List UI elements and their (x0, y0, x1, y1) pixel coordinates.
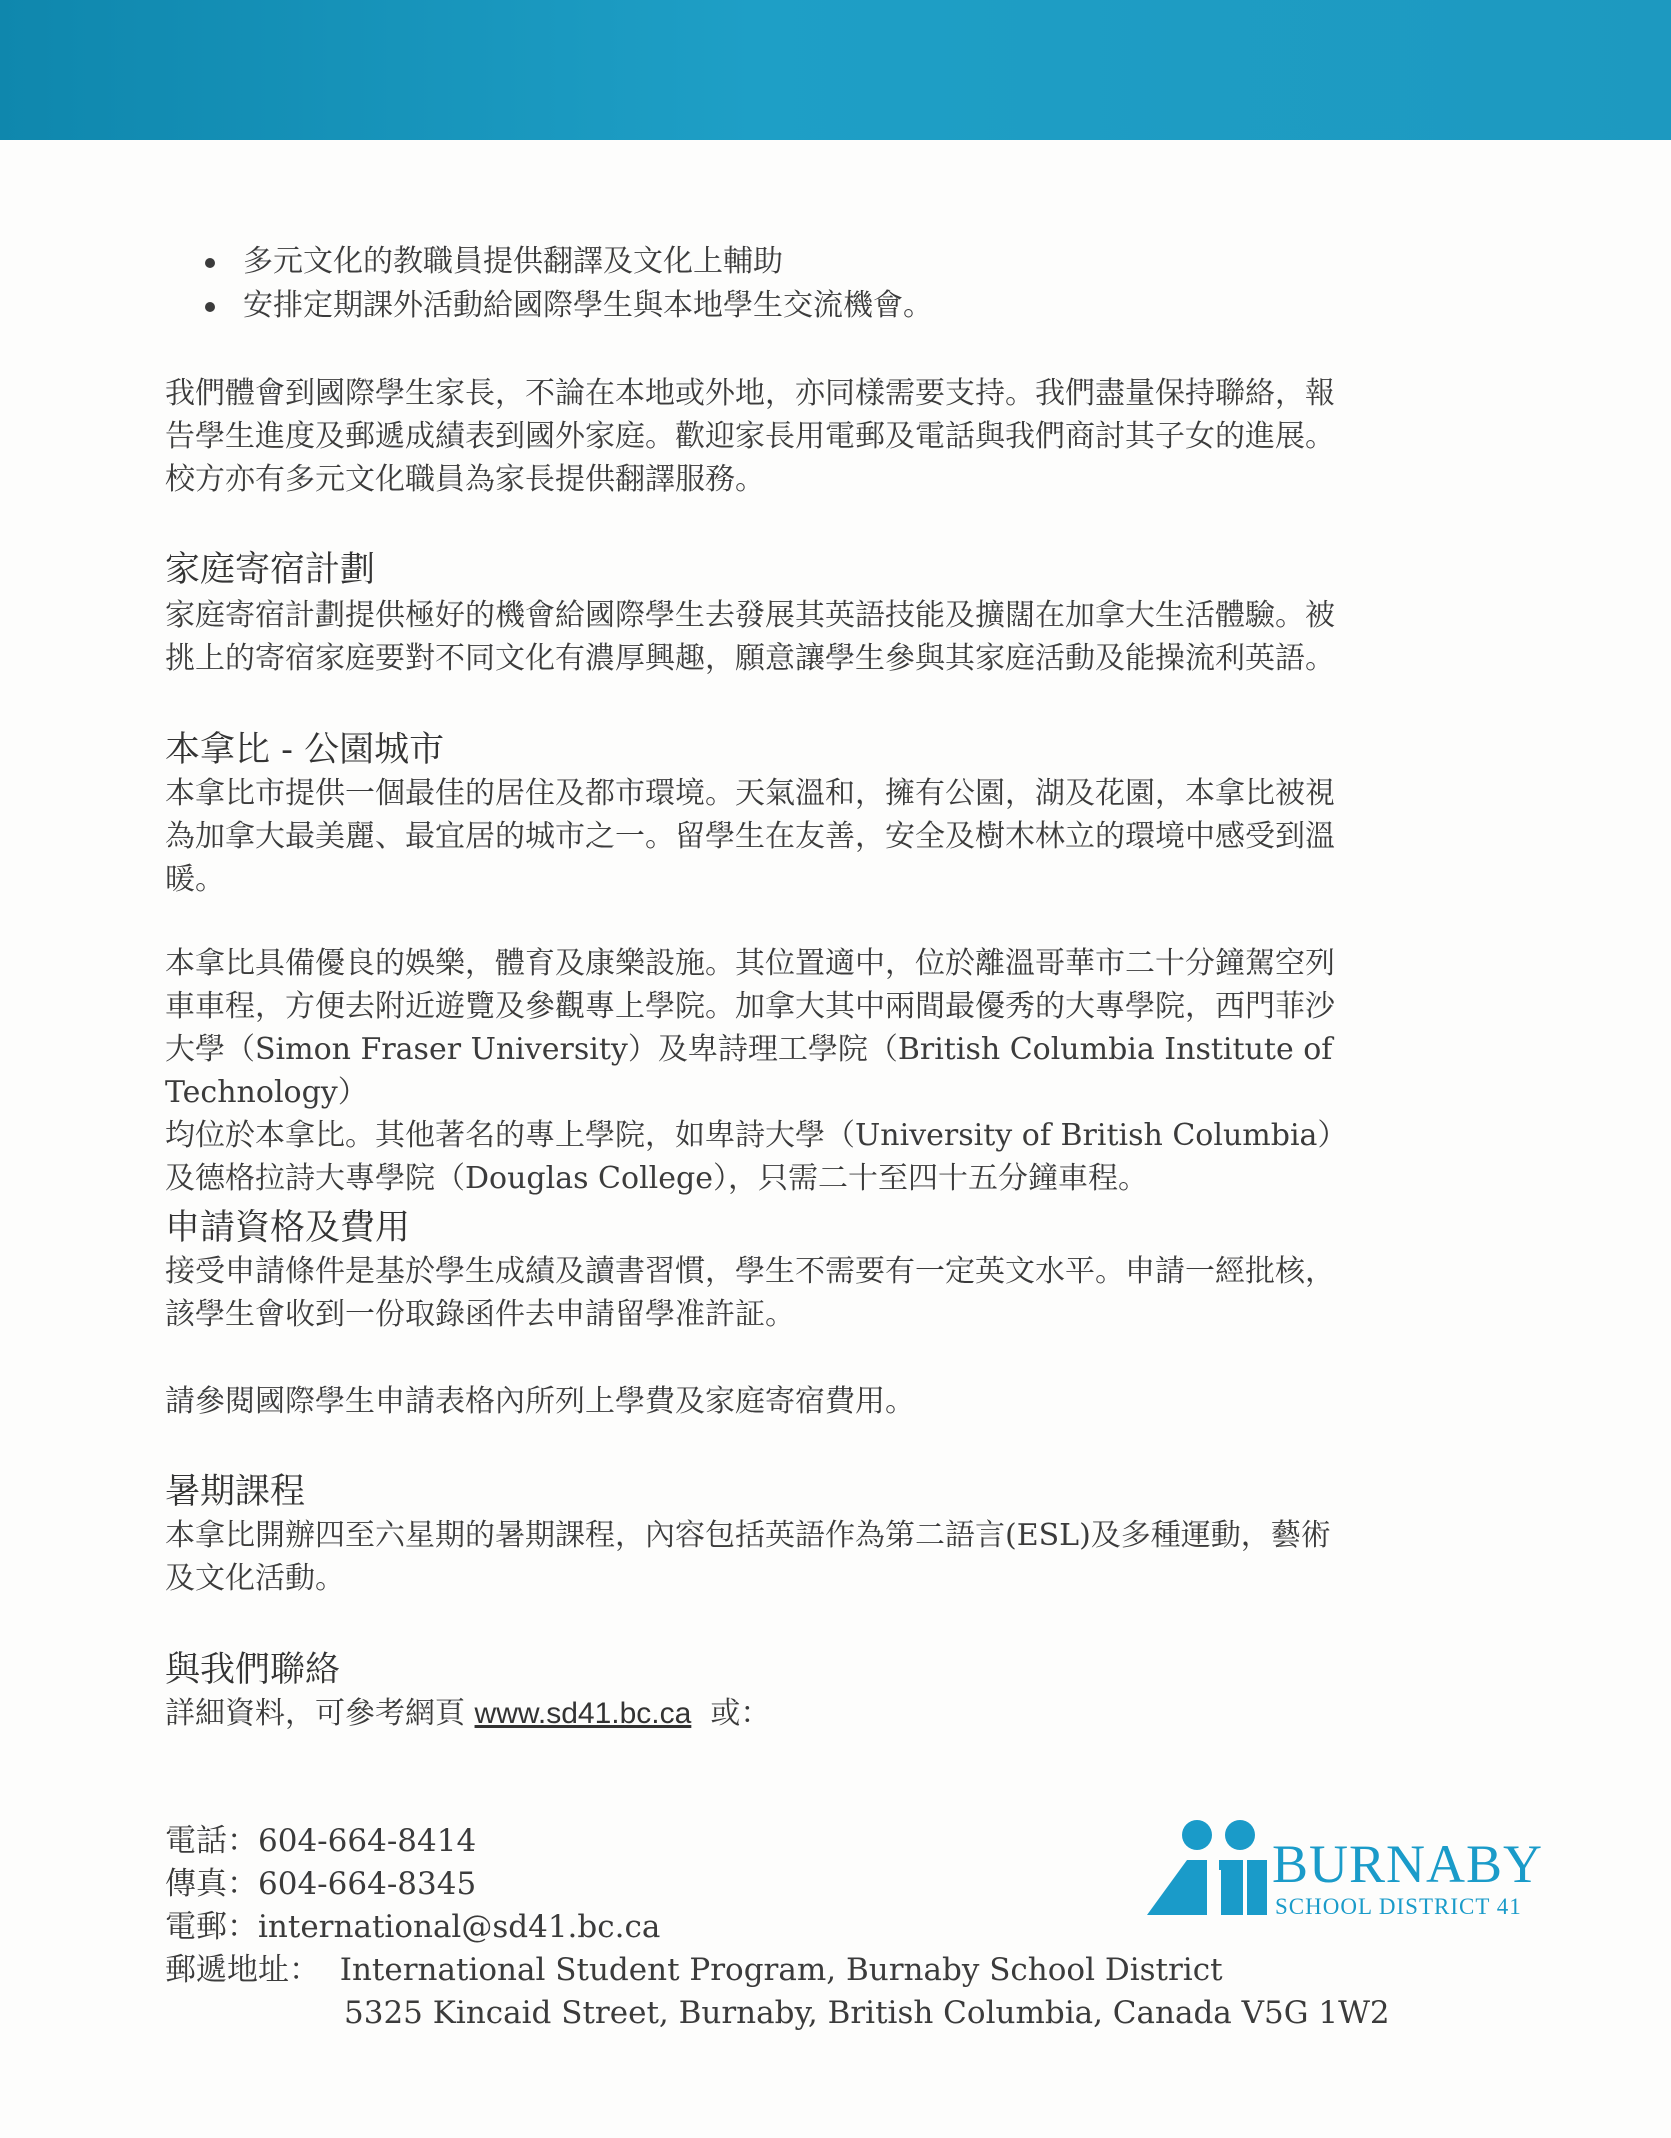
contact-intro-suffix: 或： (691, 1696, 771, 1731)
bullet-item: 多元文化的教職員提供翻譯及文化上輔助 (205, 240, 933, 284)
city-paragraph-2 (165, 942, 1500, 1200)
text-line: 告學生進度及郵遞成績表到國外家庭。歡迎家長用電郵及電話與我們商討其子女的進展。 (165, 419, 1335, 454)
city-heading: 本拿比 - 公園城市 (165, 730, 445, 770)
eligibility-heading: 申請資格及費用 (165, 1208, 411, 1248)
logo-name: BURNABY (1272, 1834, 1544, 1894)
eligibility-paragraph-1 (165, 1250, 1500, 1336)
text-line: 本拿比市提供一個最佳的居住及都市環境。天氣溫和，擁有公園，湖及花園，本拿比被視 (165, 776, 1335, 811)
bullet-item: 安排定期課外活動給國際學生與本地學生交流機會。 (205, 284, 933, 328)
logo-subtitle: SCHOOL DISTRICT 41 (1275, 1894, 1522, 1919)
text-line: 及文化活動。 (165, 1561, 345, 1596)
text-line: 大學（Simon Fraser University）及卑詩理工學院（British Columbia Institute of Technology） (165, 1032, 1333, 1110)
address-line-2: 5325 Kincaid Street, Burnaby, British Columbia, Canada V5G 1W2 (344, 1995, 1390, 2031)
text-line: 本拿比開辦四至六星期的暑期課程，內容包括英語作為第二語言(ESL)及多種運動，藝術 (165, 1518, 1331, 1553)
address-row (165, 1949, 1390, 1992)
support-bullet-list (205, 240, 933, 328)
website-link[interactable]: www.sd41.bc.ca (474, 1697, 692, 1730)
eligibility-paragraph-2: 請參閱國際學生申請表格內所列上學費及家庭寄宿費用。 (165, 1384, 915, 1419)
text-line: 接受申請條件是基於學生成績及讀書習慣，學生不需要有一定英文水平。申請一經批核， (165, 1254, 1335, 1289)
text-line: 挑上的寄宿家庭要對不同文化有濃厚興趣，願意讓學生參與其家庭活動及能操流利英語。 (165, 641, 1335, 676)
address-label: 郵遞地址： (165, 1952, 340, 1988)
text-line: 家庭寄宿計劃提供極好的機會給國際學生去發展其英語技能及擴闊在加拿大生活體驗。被 (165, 598, 1335, 633)
homestay-heading: 家庭寄宿計劃 (165, 550, 376, 590)
text-line: 車車程，方便去附近遊覽及參觀專上學院。加拿大其中兩間最優秀的大專學院，西門菲沙 (165, 989, 1335, 1024)
contact-heading: 與我們聯絡 (165, 1650, 341, 1690)
text-line: 本拿比具備優良的娛樂，體育及康樂設施。其位置適中，位於離溫哥華市二十分鐘駕空列 (165, 946, 1335, 981)
family-figures-icon (1145, 1815, 1280, 1935)
homestay-paragraph (165, 594, 1500, 680)
fax-label: 傳真： (165, 1866, 258, 1902)
email-label: 電郵： (165, 1909, 258, 1945)
contact-intro (165, 1692, 1500, 1735)
text-line: 校方亦有多元文化職員為家長提供翻譯服務。 (165, 462, 765, 497)
email-address[interactable]: international@sd41.bc.ca (258, 1909, 661, 1945)
text-line: 我們體會到國際學生家長，不論在本地或外地，亦同樣需要支持。我們盡量保持聯絡，報 (165, 376, 1335, 411)
contact-intro-prefix: 詳細資料，可參考網頁 (165, 1696, 475, 1731)
phone-label: 電話： (165, 1823, 258, 1859)
burnaby-school-district-logo (1145, 1815, 1555, 1935)
city-paragraph-1 (165, 772, 1500, 901)
phone-number: 604-664-8414 (258, 1823, 477, 1859)
text-line: 均位於本拿比。其他著名的專上學院，如卑詩大學（University of British Columbia） (165, 1118, 1348, 1153)
parent-support-paragraph (165, 372, 1500, 501)
text-line: 為加拿大最美麗、最宜居的城市之一。留學生在友善，安全及樹木林立的環境中感受到溫 (165, 819, 1335, 854)
text-line: 暖。 (165, 862, 225, 897)
summer-paragraph (165, 1514, 1500, 1600)
fax-number: 604-664-8345 (258, 1866, 477, 1902)
address-line-1: International Student Program, Burnaby School District (339, 1952, 1223, 1988)
text-line: 及德格拉詩大專學院（Douglas College），只需二十至四十五分鐘車程。 (165, 1161, 1148, 1196)
text-line: 該學生會收到一份取錄函件去申請留學准許証。 (165, 1297, 795, 1332)
summer-heading: 暑期課程 (165, 1472, 306, 1512)
header-color-band (0, 0, 1671, 140)
